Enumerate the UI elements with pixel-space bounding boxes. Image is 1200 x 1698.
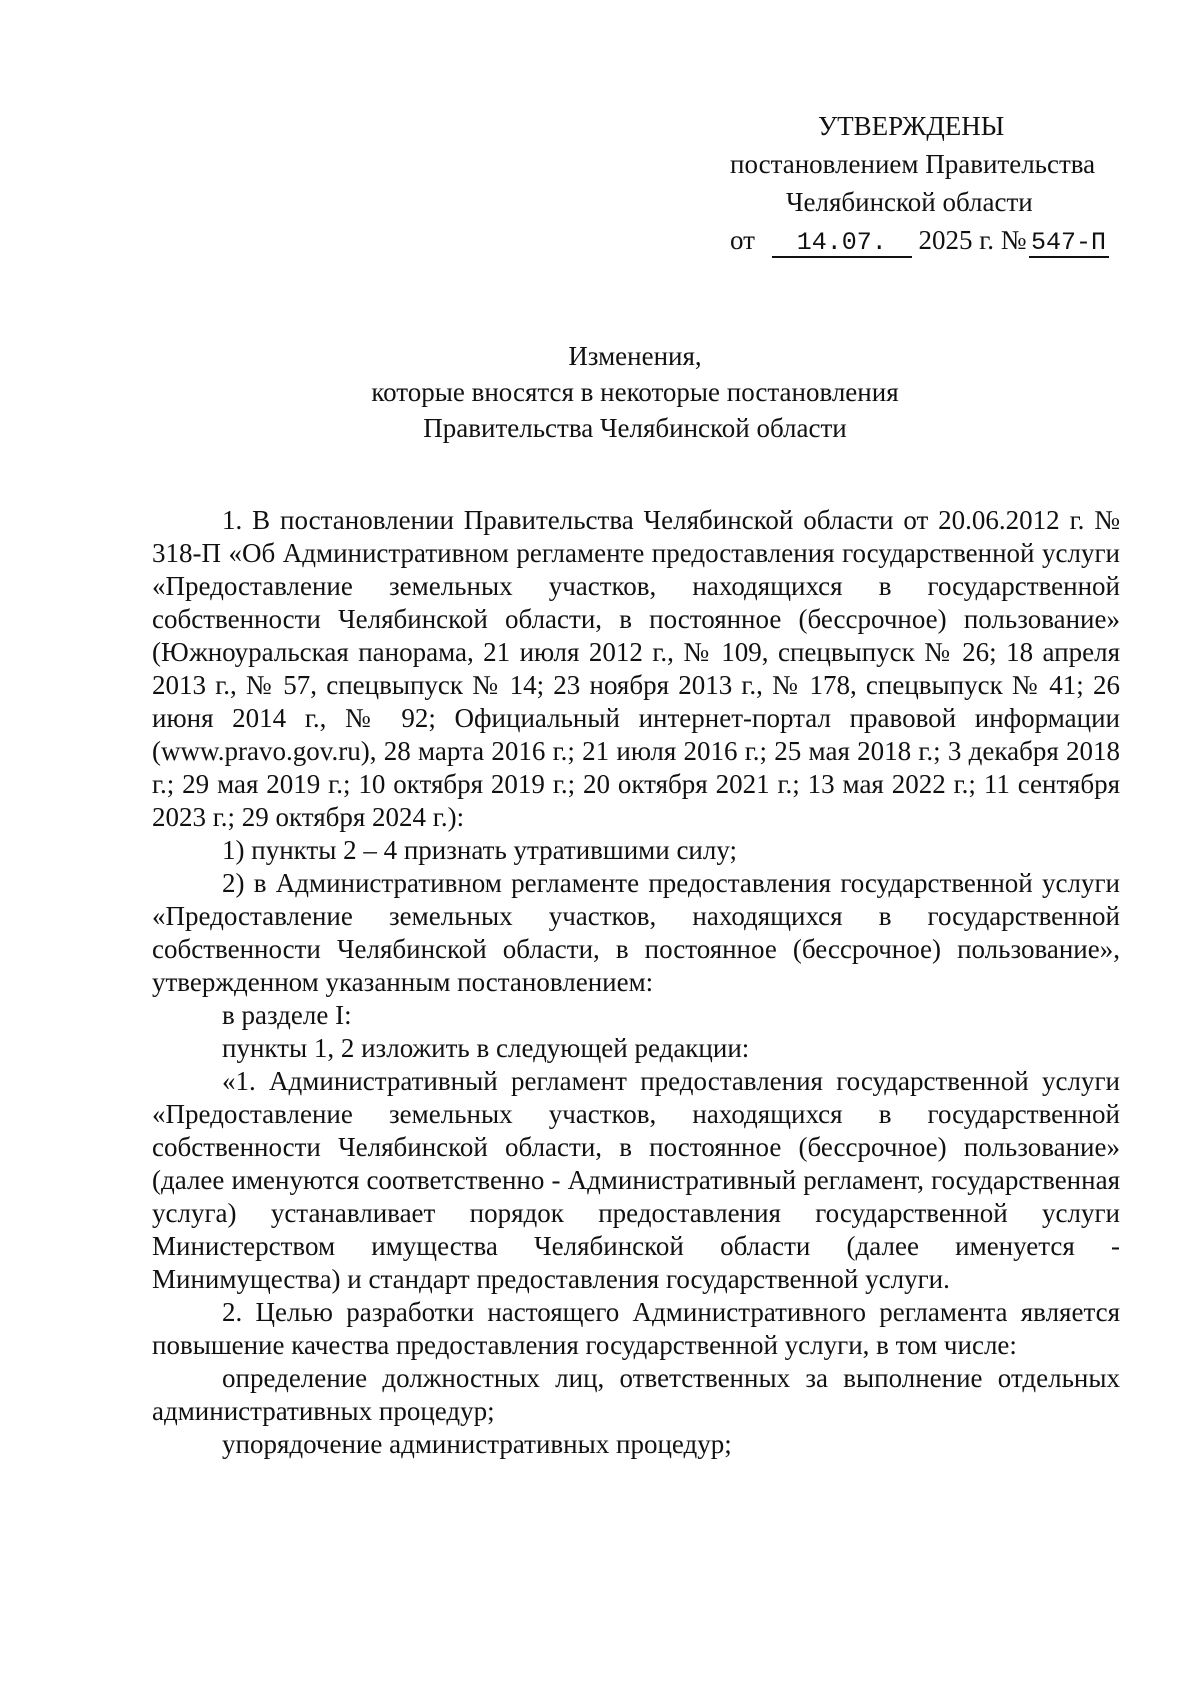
approval-year-text: 2025 г. № [918,225,1027,255]
paragraph-1: 1. В постановлении Правительства Челябинской области от 20.06.2012 г. № 318-П «Об Административном регламенте предоставления государственной услуги «Предоставление земельных участков, находящихся в государственной собственности Челябинской области, в постоянное (бессрочное) пользование» (Южноуральская панорама, 21 июля 2012 г., № 109, спецвыпуск № 26; 18 апреля 2013 г., № 57, спецвыпуск № 14; 23 ноября 2013 г., № 178, спецвыпуск № 41; 26 июня 2014 г., № 92; Официальный интернет-портал правовой информации (www.pravo.gov.ru), 28 марта 2016 г.; 21 июля 2016 г.; 25 мая 2018 г.; 3 декабря 2018 г.; 29 мая 2019 г.; 10 октября 2019 г.; 20 октября 2021 г.; 13 мая 2022 г.; 11 сентября 2023 г.; 29 октября 2024 г.): [152,505,1120,832]
approval-number-value: 547-П [1029,230,1109,258]
approval-heading: УТВЕРЖДЕНЫ [818,111,1005,141]
paragraph-8: определение должностных лиц, ответственных за выполнение отдельных административных процедур; [152,1363,1120,1426]
document-body [152,504,1120,1461]
title-line-3: Правительства Челябинской области [423,413,847,443]
approval-date-line [730,222,1109,258]
paragraph-3: 2) в Административном регламенте предоставления государственной услуги «Предоставление земельных участков, находящихся в государственной собственности Челябинской области, в постоянное (бессрочное) пользование», утвержденном указанным постановлением: [152,868,1120,997]
document-title [150,338,1120,446]
approval-date-value: 14.07. [772,230,912,258]
paragraph-4: в разделе I: [222,1000,352,1030]
paragraph-2: 1) пункты 2 – 4 признать утратившими силу; [222,835,737,865]
paragraph-5: пункты 1, 2 изложить в следующей редакции: [222,1033,750,1063]
title-line-2: которые вносятся в некоторые постановления [371,377,899,407]
approval-line-decree: постановлением Правительства [730,149,1096,179]
paragraph-9: упорядочение административных процедур; [222,1429,732,1459]
paragraph-6: «1. Административный регламент предоставления государственной услуги «Предоставление земельных участков, находящихся в государственной собственности Челябинской области, в постоянное (бессрочное) пользование» (далее именуются соответственно - Административный регламент, государственная услуга) устанавливает порядок предоставления государственной услуги Министерством имущества Челябинской области (далее именуется - Минимущества) и стандарт предоставления государственной услуги. [152,1066,1120,1294]
approval-from-prefix: от [730,225,755,255]
paragraph-7: 2. Целью разработки настоящего Административного регламента является повышение качества предоставления государственной услуги, в том числе: [152,1297,1120,1360]
title-line-1: Изменения, [568,341,702,371]
approval-line-region: Челябинской области [786,187,1033,217]
